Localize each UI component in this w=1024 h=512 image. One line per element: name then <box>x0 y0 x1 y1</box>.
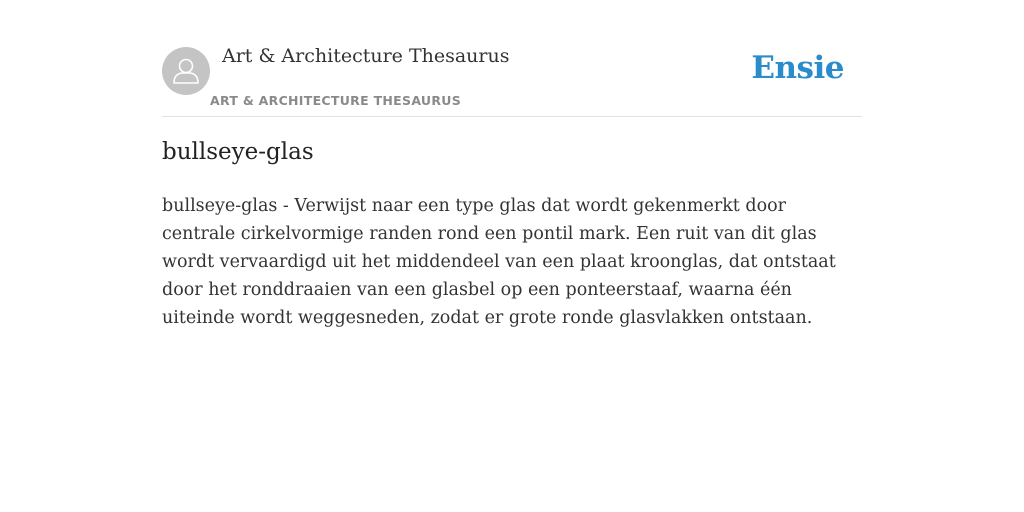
page-header <box>162 0 862 117</box>
ensie-logo[interactable]: Ensie <box>751 50 844 86</box>
definition-text: bullseye-glas - Verwijst naar een type glas dat wordt gekenmerkt door centrale cirkelvormige randen rond een pontil mark. Een ruit van dit glas wordt vervaardigd uit het middendeel van een plaat kroonglas, dat ontstaat door het ronddraaien van een glasbel op een ponteerstaaf, waarna één uiteinde wordt weggesneden, zodat er grote ronde glasvlakken ontstaan. <box>162 196 836 328</box>
author-avatar[interactable] <box>162 47 210 95</box>
author-subtitle: ART & ARCHITECTURE THESAURUS <box>210 93 462 108</box>
page-title: bullseye-glas <box>162 139 314 165</box>
author-name-link[interactable]: Art & Architecture Thesaurus <box>222 45 510 67</box>
user-placeholder-icon <box>162 47 210 95</box>
